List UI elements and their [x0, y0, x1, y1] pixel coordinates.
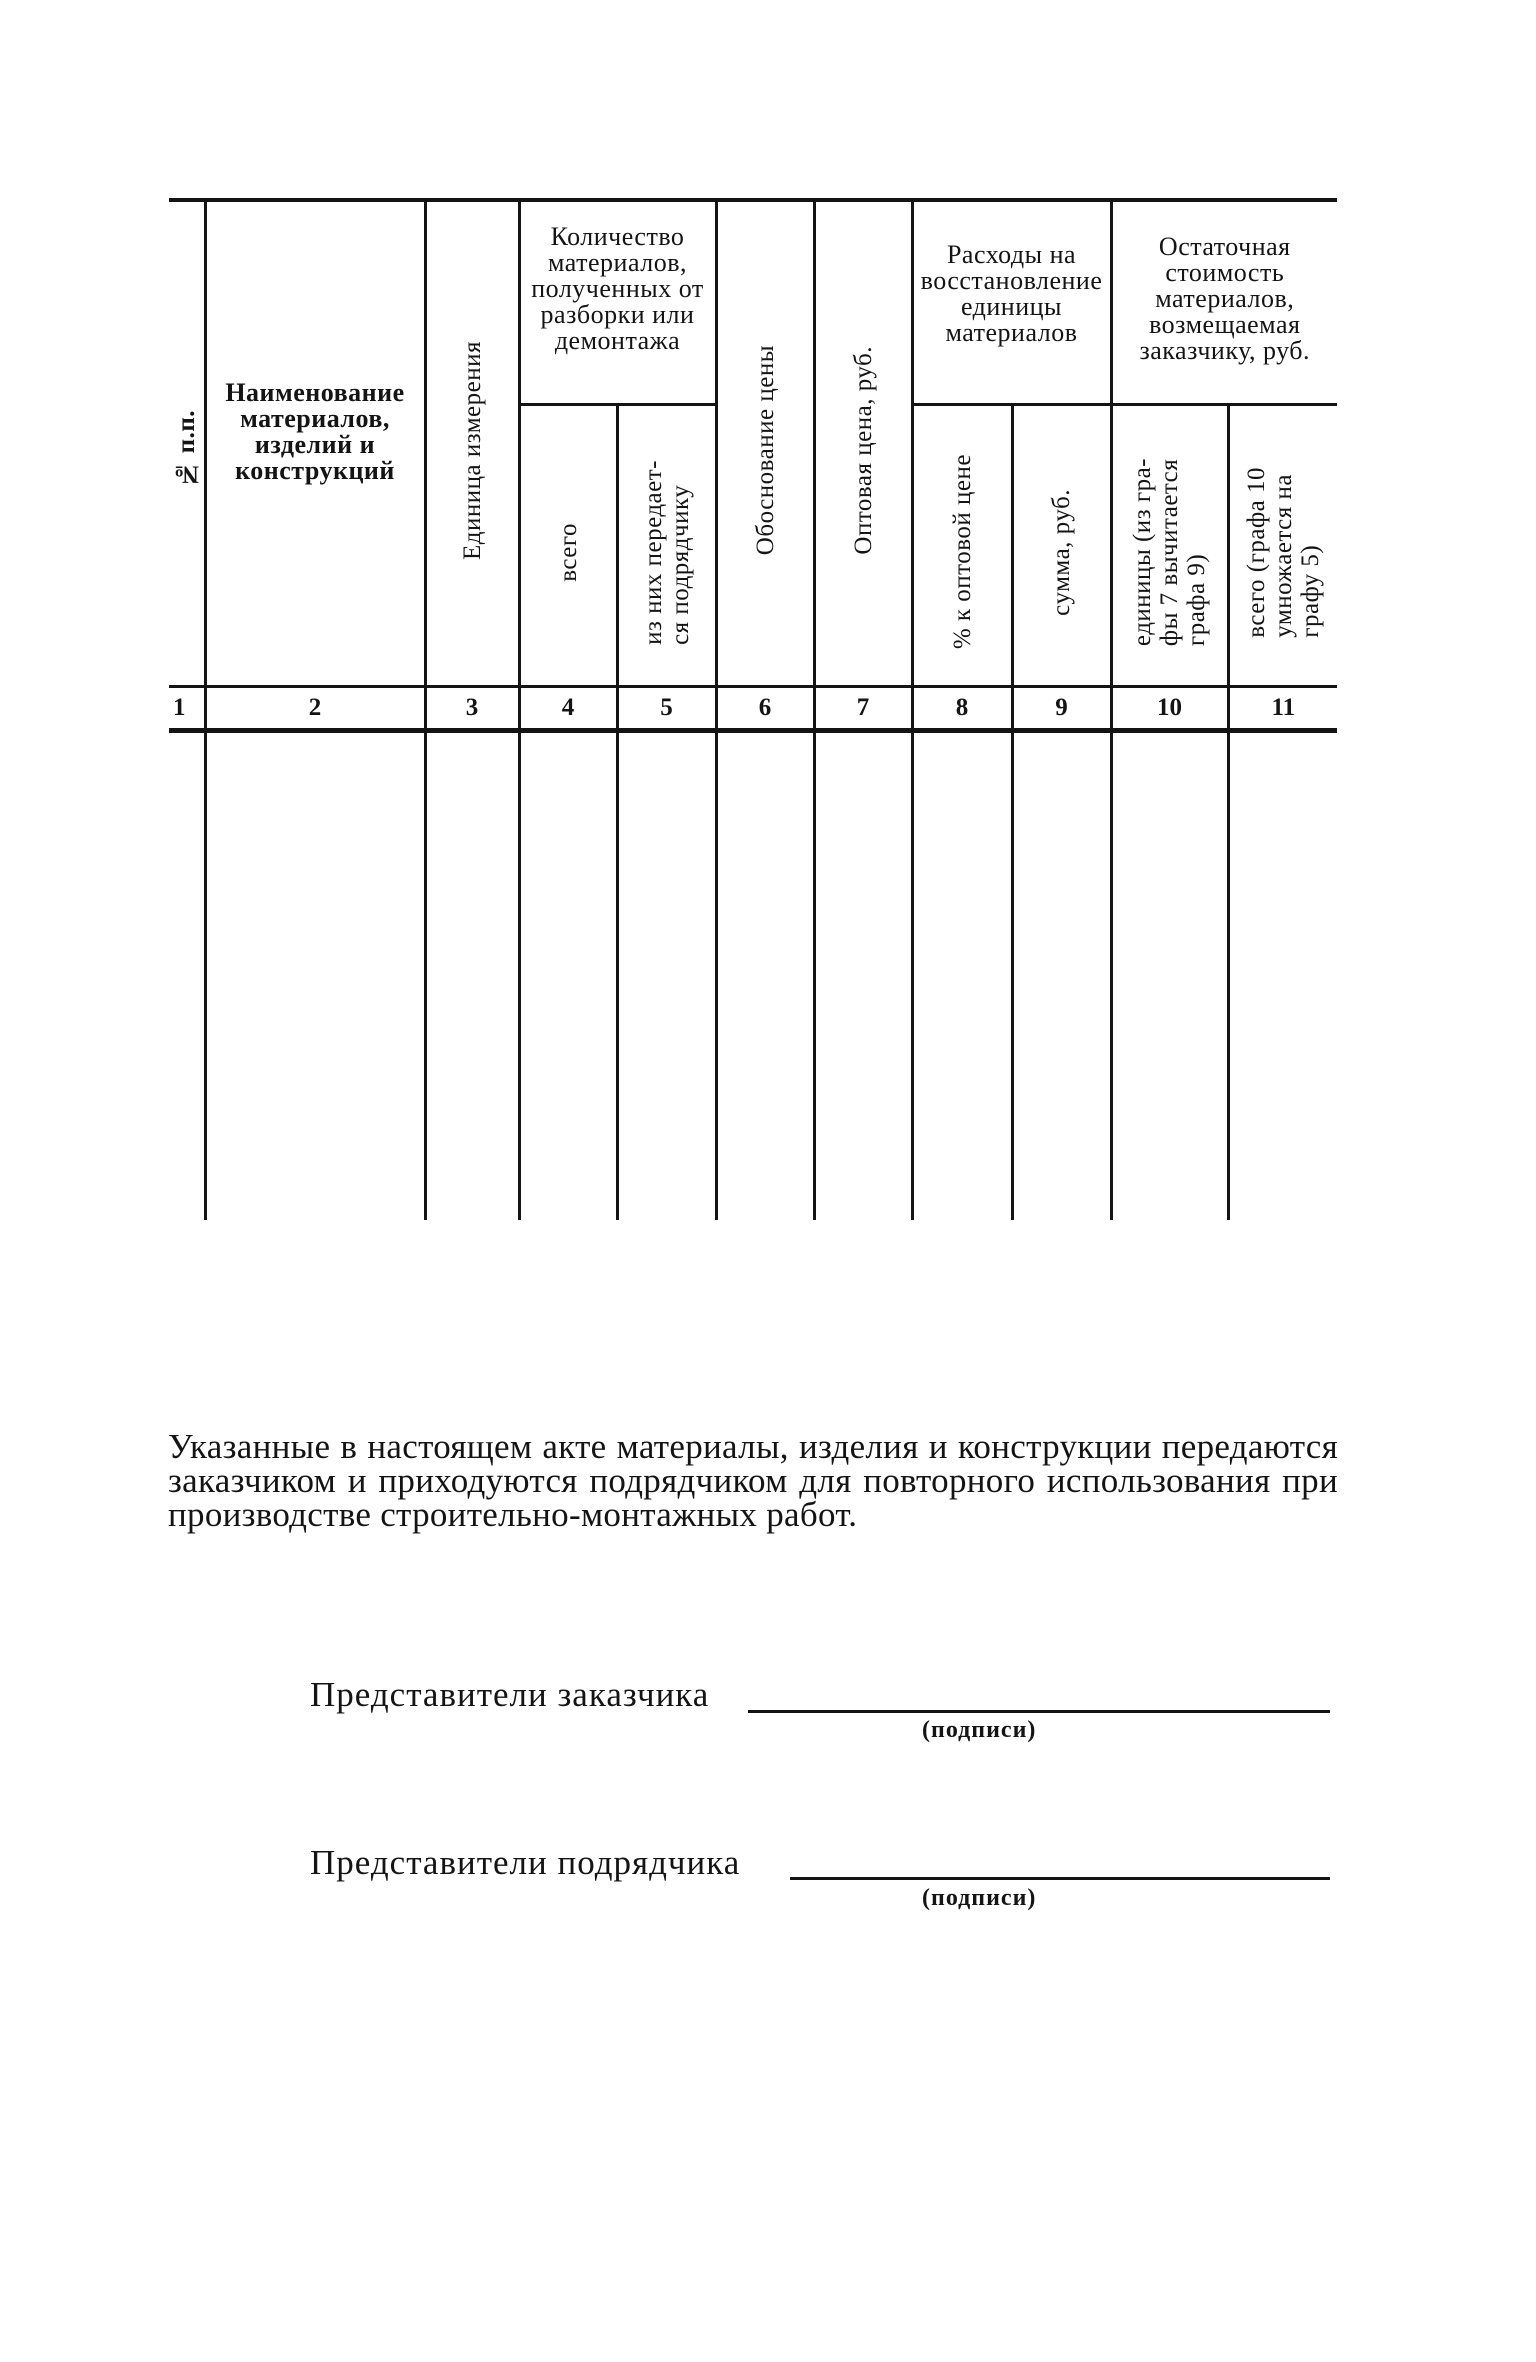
- column-number: 2: [205, 686, 425, 730]
- header-row-number: № п.п.: [169, 200, 205, 686]
- header-wholesale-price: Оптовая цена, руб.: [814, 200, 912, 686]
- column-number: 6: [716, 686, 814, 730]
- column-numbers-row: [169, 686, 1337, 730]
- table-body-row: [169, 730, 1337, 1220]
- table-cell: [814, 730, 912, 1220]
- column-number: 4: [519, 686, 617, 730]
- table-cell: [1012, 730, 1111, 1220]
- table-cell: [425, 730, 519, 1220]
- table-cell: [1228, 730, 1337, 1220]
- header-residual-group: Остаточная стоимость материалов, возмещаемая заказчику, руб.: [1111, 200, 1337, 404]
- column-number: 5: [617, 686, 716, 730]
- column-number: 7: [814, 686, 912, 730]
- table-cell: [205, 730, 425, 1220]
- header-price-basis: Обоснование цены: [716, 200, 814, 686]
- contractor-signature-line: [790, 1877, 1330, 1880]
- column-number: 9: [1012, 686, 1111, 730]
- header-unit: Единица измерения: [425, 200, 519, 686]
- table-cell: [169, 730, 205, 1220]
- header-quantity-group: Количество материалов, полученных от разборки или демонтажа: [519, 200, 716, 404]
- transfer-note: Указанные в настоящем акте материалы, изделия и конструкции передаются заказчиком и приходуются подрядчиком для повторного использования при производстве строительно-монтажных работ.: [168, 1427, 1338, 1534]
- column-number: 3: [425, 686, 519, 730]
- materials-table: [169, 198, 1337, 1220]
- contractor-signature-caption: (подписи): [922, 1885, 1037, 1911]
- table-cell: [617, 730, 716, 1220]
- table-cell: [912, 730, 1012, 1220]
- header-restore-percent: % к оптовой цене: [912, 404, 1012, 686]
- customer-signature-caption: (подписи): [922, 1717, 1037, 1743]
- header-restore-sum: сумма, руб.: [1012, 404, 1111, 686]
- column-number: 8: [912, 686, 1012, 730]
- customer-signature-line: [748, 1710, 1330, 1713]
- column-number: 1: [169, 686, 205, 730]
- column-number: 11: [1228, 686, 1337, 730]
- table-cell: [716, 730, 814, 1220]
- header-restore-group: Расходы на восстановление единицы материалов: [912, 200, 1111, 404]
- column-number: 10: [1111, 686, 1228, 730]
- header-quantity-total: всего: [519, 404, 617, 686]
- header-name: Наименование материалов, изделий и конструкций: [205, 200, 425, 686]
- table-cell: [519, 730, 617, 1220]
- customer-representatives-label: Представители заказчика: [310, 1675, 710, 1714]
- contractor-representatives-label: Представители подрядчика: [310, 1843, 741, 1882]
- header-residual-unit: единицы (из гра- фы 7 вычитается графа 9): [1111, 404, 1228, 686]
- header-quantity-to-contractor: из них передает- ся подрядчику: [617, 404, 716, 686]
- header-residual-total: всего (графа 10 умножается на графу 5): [1228, 404, 1337, 686]
- table-cell: [1111, 730, 1228, 1220]
